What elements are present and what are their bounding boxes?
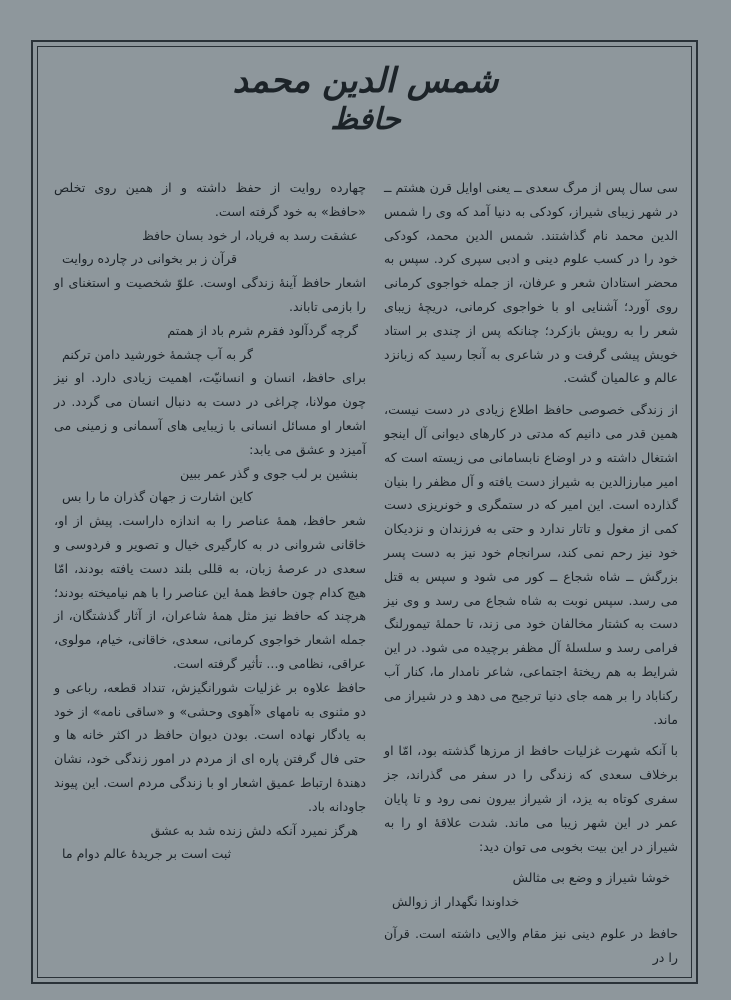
paragraph: حافظ علاوه بر غزلیات شورانگیزش، تنداد قطعه، رباعی و دو مثنوی به نامهای «آهوی وحشی» و «ساقی نامه» از خود به یادگار نهاده است. بودن دیوان حافظ در اکثر خانه ها و حتی فال گرفتن پاره ای از مردم در امور زندگی خود، نشان دهندهٔ ارتباط عمیق اشعار او با زندگی مردم است. این پیوند جاودانه باد. bbox=[54, 679, 366, 814]
paragraph: از زندگی خصوصی حافظ اطلاع زیادی در دست نیست، همین قدر می دانیم که مدتی در کارهای دیوانی آل اینجو اشتغال داشته و در اوضاع نابسامانی می زیسته است که امیر مبارزالدین به شیراز دست یافته و آل مظفر را بنیان گذارده است. این امیر که در ستمگری و خونریزی دست کمی از مغول و تاتار ندارد و حتی به فرزندان و نزدیکان خود نیز رحم نمی کند، سرانجام خود نیز به دست پسر بزرگش ــ شاه شجاع ــ کور می شود و سپس به قتل می رسد. سپس نوبت به شاه شجاع می رسد و وی نیز دست به کشتار مخالفان خود می زند، تا حملهٔ تیمورلنگ فرامی رسد و سلسلهٔ آل مظفر برچیده می شود. در این شرایط به هم ریختهٔ اجتماعی، شاعر نامدار ما، کنار آب رکناباد را بر همه جای دنیا ترجیح می دهد و در شیراز می ماند. bbox=[384, 402, 678, 727]
paragraph: اشعار حافظ آینهٔ زندگی اوست. علوّ شخصیت و استغنای او را بازمی تاباند. bbox=[54, 275, 366, 314]
right-column bbox=[384, 176, 678, 970]
verse-line: هرگز نمیرد آنکه دلش زنده شد به عشق bbox=[150, 822, 358, 838]
verse-line: خداوندا نگهدار از زوالش bbox=[392, 894, 520, 910]
verse-line: قرآن ز بر بخوانی در چارده روایت bbox=[62, 251, 238, 267]
left-column bbox=[54, 176, 366, 866]
verse-line: بنشین بر لب جوی و گذر عمر ببین bbox=[180, 465, 358, 481]
verse-line: کاین اشارت ز جهان گذران ما را بس bbox=[62, 489, 253, 505]
paragraph: برای حافظ، انسان و انسانیّت، اهمیت زیادی دارد. او نیز چون مولانا، چراغی در دست به دنبال انسان می گردد. در اشعار او مسائل انسانی با زیبایی های آسمانی و زمینی می آمیزد و عشق می یابد: bbox=[54, 370, 366, 457]
paragraph: حافظ در علوم دینی نیز مقام والایی داشته است. قرآن را در bbox=[384, 925, 678, 965]
verse-line: ثبت است بر جریدهٔ عالم دوام ما bbox=[62, 846, 232, 862]
poet-pen-name: حافظ bbox=[330, 102, 401, 137]
poet-full-name: شمس الدین محمد bbox=[232, 61, 499, 101]
paragraph: سی سال پس از مرگ سعدی ــ یعنی اوایل قرن هشتم ــ در شهر زیبای شیراز، کودکی به دنیا آمد که وی را شمس الدین محمد نام گذاشتند. شمس الدین محمد، کودکی خود را در کسب علوم دینی و ادبی سپری کرد. سپس به محضر استادان شعر و عرفان، از جمله خواجوی کرمانی روی آورد؛ آشنایی او با خواجوی کرمانی، دریچهٔ زیبای شعر را به رویش بازکرد؛ چنانکه پس از چندی بر استاد خویش پیشی گرفت و در شاعری به آنجا رسید که زبانزد عالم و عالمیان گشت. bbox=[384, 180, 678, 386]
verse-line: گرچه گردآلود فقرم شرم باد از همتم bbox=[167, 322, 358, 338]
page-heading bbox=[0, 60, 731, 138]
paragraph: شعر حافظ، همهٔ عناصر را به اندازه داراست. پیش از او، خاقانی شروانی در به کارگیری خیال و تصویر و فردوسی و سعدی در عرصهٔ زبان، به قللی بلند دست یافته بودند، امّا هیچ کدام چون حافظ همهٔ این عناصر را با هم نیامیخته بودند؛ هرچند که حافظ نیز مثل همهٔ شاعران، از آثار گذشتگان، از جمله اشعار خواجوی کرمانی، سعدی، خاقانی، خیام، مولوی، عراقی، نظامی و... تأثیر گرفته است. bbox=[54, 513, 366, 671]
verse-line: گر به آب چشمهٔ خورشید دامن ترکنم bbox=[62, 346, 254, 362]
verse-line: خوشا شیراز و وضع بی مثالش bbox=[512, 870, 670, 886]
paragraph: چهارده روایت از حفظ داشته و از همین روی تخلص «حافظ» به خود گرفته است. bbox=[54, 180, 366, 219]
verse-line: عشقت رسد به فریاد، ار خود بسان حافظ bbox=[142, 227, 358, 243]
paragraph: با آنکه شهرت غزلیات حافظ از مرزها گذشته بود، امّا او برخلاف سعدی که زندگی را در سفر می گذراند، جز سفری کوتاه به یزد، از شیراز بیرون نمی رود و تا پایان عمر در این شهر زیبا می ماند. شدت علاقهٔ او را به شیراز در این بیت بخوبی می توان دید: bbox=[384, 743, 678, 854]
